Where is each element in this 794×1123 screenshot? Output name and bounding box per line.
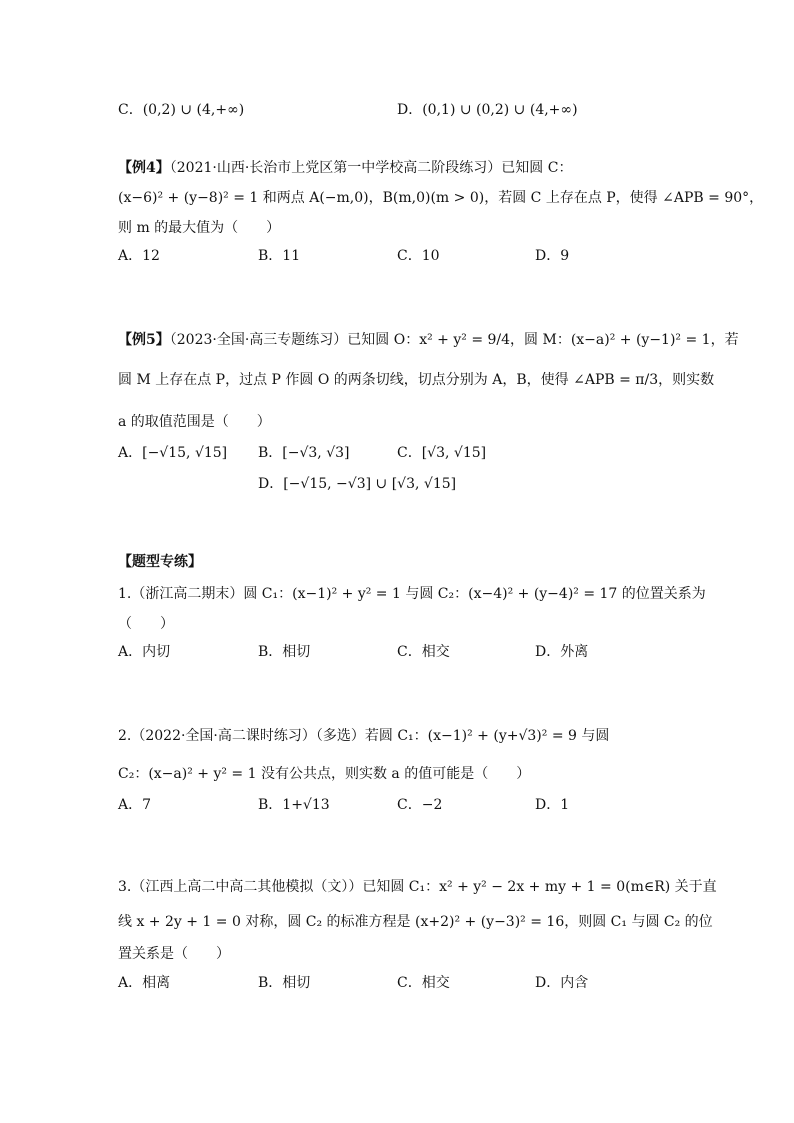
example5-option-b: B．[−√3, √3] [258, 445, 350, 461]
q1-option-d: D．外离 [535, 644, 589, 660]
q3-line2: 线 x + 2y + 1 = 0 对称，圆 C₂ 的标准方程是 (x+2)² + (y−3)² = 16，则圆 C₁ 与圆 C₂ 的位 [118, 914, 713, 930]
q1-option-c: C．相交 [397, 644, 450, 660]
example4-source: （2021·山西·长治市上党区第一中学校高二阶段练习）已知圆 C： [169, 160, 573, 176]
q3-line1: 3.（江西上高二中高二其他模拟（文））已知圆 C₁：x² + y² − 2x + my + 1 = 0(m∈R) 关于直 [118, 879, 717, 895]
q1-line2: （ ） [118, 616, 174, 632]
example5-line1 [118, 330, 739, 350]
example5-tag: 【例5】 [118, 332, 170, 348]
q2-line2: C₂：(x−a)² + y² = 1 没有公共点，则实数 a 的值可能是（ ） [118, 766, 531, 782]
q2-option-d: D．1 [535, 797, 570, 813]
example4-line2: (x−6)² + (y−8)² = 1 和两点 A(−m,0)，B(m,0)(m > 0)，若圆 C 上存在点 P，使得 ∠APB = 90°， [118, 190, 764, 206]
q2-line1: 2.（2022·全国·高二课时练习）（多选）若圆 C₁：(x−1)² + (y+√3)² = 9 与圆 [118, 728, 610, 744]
example5-line3: a 的取值范围是（ ） [118, 414, 271, 430]
example5-line2: 圆 M 上存在点 P，过点 P 作圆 O 的两条切线，切点分别为 A，B，使得 ∠APB = π/3，则实数 [118, 372, 715, 388]
q3-option-d: D．内含 [535, 975, 589, 991]
q1-option-a: A．内切 [118, 644, 171, 660]
q2-option-b: B．1+√13 [258, 797, 330, 813]
example4-option-a: A．12 [118, 248, 160, 264]
section-title: 【题型专练】 [118, 554, 202, 570]
q1-line1: 1.（浙江高二期末）圆 C₁：(x−1)² + y² = 1 与圆 C₂：(x−4)² + (y−4)² = 17 的位置关系为 [118, 586, 706, 602]
option-c: C．(0,2) ∪ (4,+∞) [118, 102, 245, 118]
q3-option-b: B．相切 [258, 975, 311, 991]
q3-option-a: A．相离 [118, 975, 171, 991]
example4-tag: 【例4】 [118, 160, 170, 176]
example5-text1: （2023·全国·高三专题练习）已知圆 O：x² + y² = 9/4，圆 M：(x−a)² + (y−1)² = 1，若 [169, 332, 739, 348]
q3-line3: 置关系是（ ） [118, 946, 230, 962]
q3-option-c: C．相交 [397, 975, 450, 991]
example5-option-d: D．[−√15, −√3] ∪ [√3, √15] [258, 476, 457, 492]
q2-option-a: A．7 [118, 797, 152, 813]
example4-option-d: D．9 [535, 248, 570, 264]
q1-option-b: B．相切 [258, 644, 311, 660]
example5-option-c: C．[√3, √15] [397, 445, 487, 461]
example4-option-b: B．11 [258, 248, 301, 264]
example4-line1 [118, 158, 572, 178]
option-d: D．(0,1) ∪ (0,2) ∪ (4,+∞) [397, 102, 578, 118]
q2-option-c: C．−2 [397, 797, 443, 813]
example4-option-c: C．10 [397, 248, 440, 264]
example5-option-a: A．[−√15, √15] [118, 445, 228, 461]
example4-line3: 则 m 的最大值为（ ） [118, 220, 281, 236]
